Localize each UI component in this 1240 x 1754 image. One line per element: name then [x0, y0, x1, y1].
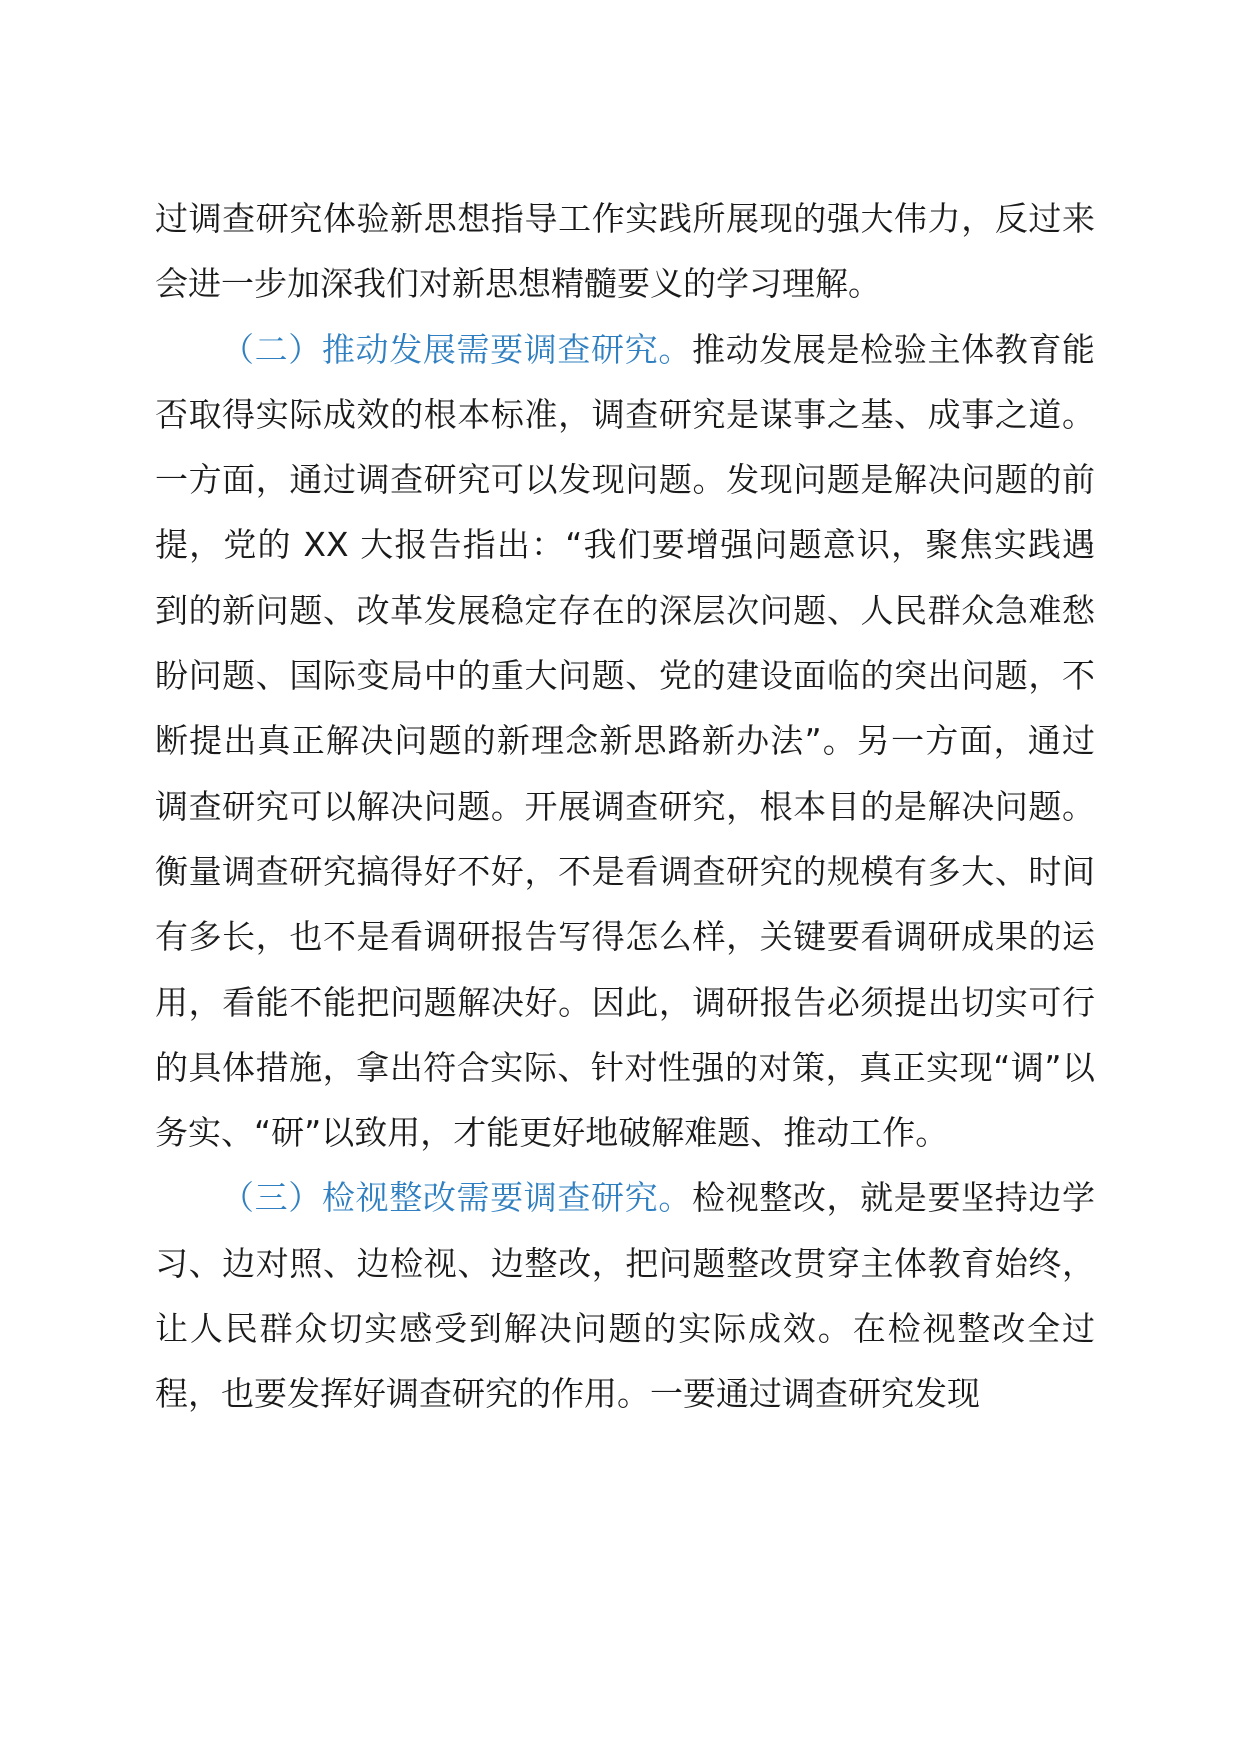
- document-page: [155, 186, 1095, 1427]
- section-heading: （二）推动发展需要调查研究。: [221, 329, 692, 369]
- section-heading: （三）检视整改需要调查研究。: [221, 1178, 692, 1218]
- paragraph-text: 检视整改，就是要坚持边学习、边对照、边检视、边整改，把问题整改贯穿主体教育始终，让人民群众切实感受到解决问题的实际成效。在检视整改全过程，也要发挥好调查研究的作用。一要通过调查研究发现: [155, 1178, 1096, 1414]
- paragraph-continuation: [155, 186, 1095, 317]
- paragraph-text: 过调查研究体验新思想指导工作实践所展现的强大伟力，反过来会进一步加深我们对新思想精髓要义的学习理解。: [155, 199, 1095, 304]
- paragraph-text: 推动发展是检验主体教育能否取得实际成效的根本标准，调查研究是谋事之基、成事之道。一方面，通过调查研究可以发现问题。发现问题是解决问题的前提，党的 XX 大报告指出：“我们要增强问题意识，聚焦实践遇到的新问题、改革发展稳定存在的深层次问题、人民群众急难愁盼问题、国际变局中的重大问题、党的建设面临的突出问题，不断提出真正解决问题的新理念新思路新办法”。另一方面，通过调查研究可以解决问题。开展调查研究，根本目的是解决问题。衡量调查研究搞得好不好，不是看调查研究的规模有多大、时间有多长，也不是看调研报告写得怎么样，关键要看调研成果的运用，看能不能把问题解决好。因此，调研报告必须提出切实可行的具体措施，拿出符合实际、针对性强的对策，真正实现“调”以务实、“研”以致用，才能更好地破解难题、推动工作。: [155, 329, 1096, 1153]
- paragraph-section-3: [155, 1165, 1095, 1426]
- paragraph-section-2: [155, 317, 1095, 1166]
